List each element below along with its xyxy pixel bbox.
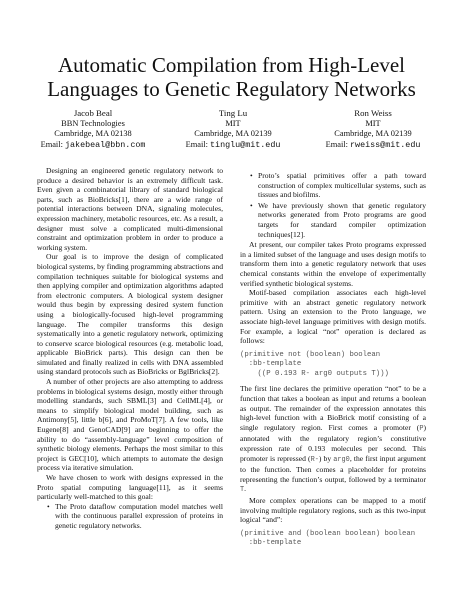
left-column xyxy=(37,166,223,532)
code-listing-not xyxy=(240,351,426,380)
proto-benefits-list-continued xyxy=(240,171,426,239)
paragraph-intro: Designing an engineered genetic regulatory network to produce a desired behavior is an extremely difficult task. Even given a combinatorial library of standard biological parts, such as BioBricks[1], there are a wide range of potential interactions between DNA, signaling molecules, expression machinery, metabolic resources, etc. As a result, a designer must solve a complicated multi-dimensional constraint and optimization problem in order to produce a working system. xyxy=(37,166,223,252)
paragraph-and-intro: More complex operations can be mapped to a motif involving multiple regulatory regions, such as this two-input logical “and”: xyxy=(240,496,426,525)
inline-code: arg0 xyxy=(333,455,350,464)
paragraph-related-work: A number of other projects are also attempting to address problems in biological systems design, mostly either through modelling standards, such SBML[3] and CellML[4], or means to simplify biological model building, such as Antimony[5], little b[6], and ProMoT[7]. A few tools, like Eugene[8] and GenoCAD[9] are beginning to offer the ability to do “assembly-language” level composition of synthetic biology elements. Perhaps the most similar to this project is GEC[10], which attempts to automate the design process via iterative simulation. xyxy=(37,377,223,473)
author-email-line xyxy=(318,140,428,151)
paragraph-goal: Our goal is to improve the design of complicated biological systems, by finding programming abstractions and compilation techniques suitable for biological systems and then applying compiler and optimization algorithms adapted from electronic computers. A biological system designer would thus begin by expressing desired system function using a biologically-focused high-level programming language. The compiler transforms this design systematically into a genetic regulatory network, optimizing to conserve scarce biological resources (e.g. metabolic load, applicable BioBrick parts). This design can then be simulated and finally realized in cells with DNA assembled using standard protocols such as BioBricks or BglBricks[2]. xyxy=(37,252,223,377)
code-line: (primitive and (boolean boolean) boolean xyxy=(240,529,416,538)
author-name: Ting Lu xyxy=(218,108,248,118)
author-location: Cambridge, MA 02138 xyxy=(54,129,132,139)
title-line-1: Automatic Compilation from High-Level xyxy=(57,53,405,77)
author-location: Cambridge, MA 02139 xyxy=(334,129,412,139)
email-label: Email: xyxy=(185,139,208,149)
author-block-1 xyxy=(38,108,148,150)
author-affiliation: MIT xyxy=(365,118,381,128)
author-email[interactable]: tinglu@mit.edu xyxy=(210,139,281,150)
author-location: Cambridge, MA 02139 xyxy=(194,129,272,139)
author-affiliation: MIT xyxy=(225,118,241,128)
author-email-line xyxy=(178,140,288,151)
paper-title xyxy=(30,53,433,101)
code-line: :bb-template xyxy=(240,360,302,369)
right-column xyxy=(240,171,426,554)
code-line: ((P 0.193 R- arg0 outputs T))) xyxy=(240,369,389,378)
code-line: :bb-template xyxy=(240,539,302,548)
text-run: ) annotated with the regulatory region’s constitutive expression rate of 0.193 molecules per second. This promoter is repressed ( xyxy=(240,422,426,463)
paragraph-compiler: At present, our compiler takes Proto programs expressed in a limited subset of the language and uses design motifs to transform them into a genetic regulatory network that uses chemical constants within the envelope of experimentally verified synthetic biological systems. xyxy=(240,240,426,288)
paragraph-not-explanation xyxy=(240,384,426,496)
email-label: Email: xyxy=(40,139,63,149)
code-line: (primitive not (boolean) boolean xyxy=(240,350,381,359)
author-block-3 xyxy=(318,108,428,150)
text-run: ) by xyxy=(318,453,334,463)
paragraph-proto-choice: We have chosen to work with designs expressed in the Proto spatial computing language[11], as it seems particularly well-matched to this goal: xyxy=(37,473,223,502)
code-listing-and xyxy=(240,530,426,549)
proto-benefits-list xyxy=(37,502,223,531)
title-line-2: Languages to Genetic Regulatory Networks xyxy=(47,77,416,101)
list-item: • Proto’s spatial primitives offer a path toward construction of complex multicellular systems, such as tissues and biofilms. xyxy=(258,171,426,200)
author-email[interactable]: rweiss@mit.edu xyxy=(350,139,421,150)
author-block-2 xyxy=(178,108,288,150)
inline-code: R- xyxy=(310,455,319,464)
author-name: Ron Weiss xyxy=(354,108,392,118)
inline-code: P xyxy=(419,424,424,433)
text-run: . xyxy=(244,484,247,494)
inline-code: T xyxy=(240,486,245,495)
author-affiliation: BBN Technologies xyxy=(61,118,125,128)
text-run: The first line declares the primitive operation “not” to be a function that takes a boolean as input and returns a boolean as output. The remainder of the expression annotates this high-level function with a BioBrick motif consisting of a single regulatory region. First comes a promoter ( xyxy=(240,384,426,432)
list-item: • The Proto dataflow computation model matches well with the continuous parallel expression of proteins in genetic regulatory networks. xyxy=(55,502,223,531)
email-label: Email: xyxy=(325,139,348,149)
paragraph-motif: Motif-based compilation associates each high-level primitive with an abstract genetic regulatory network pattern. Using an extension to the Proto language, we associate high-level language primitives with design motifs. For example, a logical “not” operation is declared as follows: xyxy=(240,288,426,346)
author-name: Jacob Beal xyxy=(73,108,113,118)
list-item: • We have previously shown that genetic regulatory networks generated from Proto programs are good targets for standard compiler optimization techniques[12]. xyxy=(258,201,426,239)
text-run: , the first input argument to the function. Then comes a placeholder for proteins representing the function’s output, followed by a terminator xyxy=(240,453,426,484)
author-email-line xyxy=(38,140,148,151)
author-email[interactable]: jakebeal@bbn.com xyxy=(65,139,146,150)
